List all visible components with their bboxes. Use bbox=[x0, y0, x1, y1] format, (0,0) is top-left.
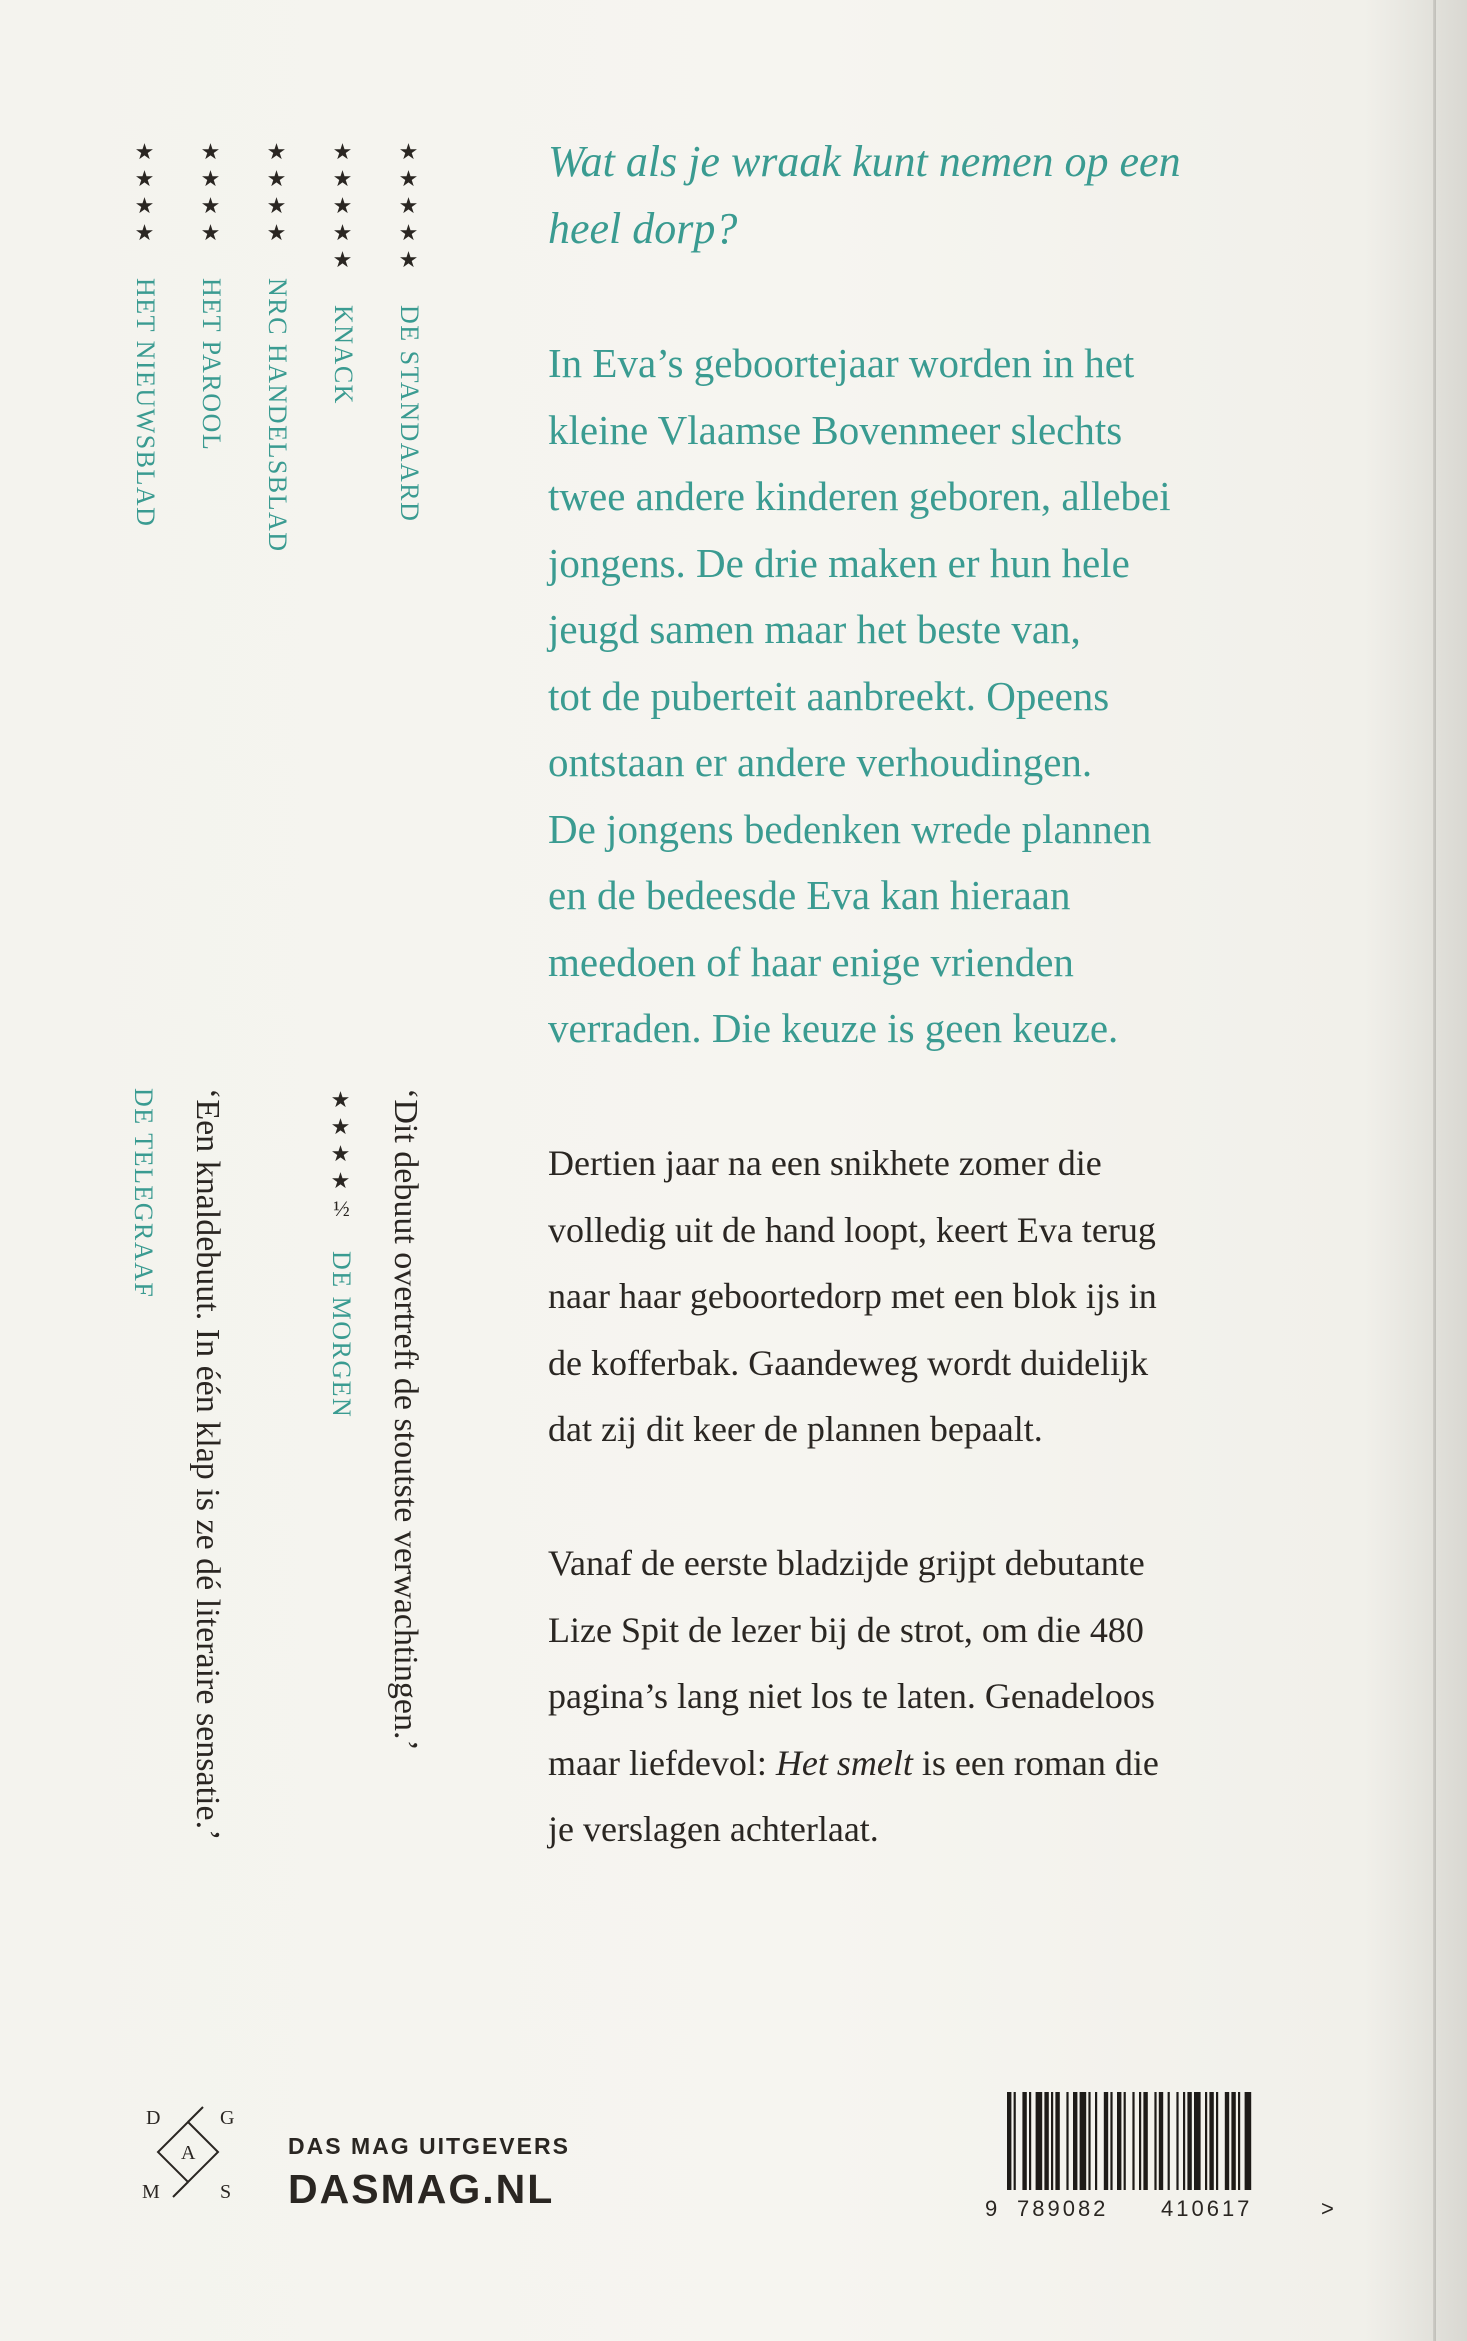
blurb-line: dat zij dit keer de plannen bepaalt. bbox=[548, 1409, 1043, 1449]
book-title: Het smelt bbox=[775, 1742, 913, 1783]
review-source: HET PAROOL bbox=[197, 278, 226, 452]
barcode-bar bbox=[1187, 2092, 1191, 2190]
blurb-line: De jongens bedenken wrede plannen bbox=[548, 805, 1152, 852]
barcode-bar bbox=[1231, 2092, 1235, 2190]
isbn-barcode bbox=[985, 2090, 1345, 2220]
blurb-text: maar liefdevol: bbox=[548, 1742, 776, 1783]
barcode-bar bbox=[1205, 2092, 1207, 2190]
blurb-line: Vanaf de eerste bladzijde grijpt debutante bbox=[548, 1543, 1145, 1583]
review-nrc-handelsblad bbox=[260, 140, 294, 553]
barcode-bar bbox=[1007, 2092, 1011, 2190]
logo-letter: M bbox=[142, 2181, 160, 2203]
rating-stars: ★★★★ bbox=[265, 140, 290, 248]
barcode-bar bbox=[1066, 2092, 1068, 2190]
quote-source: DE MORGEN bbox=[327, 1251, 356, 1419]
blurb-line: Dertien jaar na een snikhete zomer die bbox=[548, 1143, 1102, 1183]
blurb-line: twee andere kinderen geboren, allebei bbox=[548, 473, 1171, 519]
rating-stars: ★★★★★ bbox=[397, 140, 422, 275]
barcode-bar bbox=[1117, 2092, 1121, 2190]
logo-letter: A bbox=[181, 2142, 196, 2164]
tagline-line: heel dorp? bbox=[548, 204, 738, 253]
blurb-paragraph-3 bbox=[548, 1530, 1368, 1863]
blurb-line: kleine Vlaamse Bovenmeer slechts bbox=[548, 406, 1123, 453]
barcode-bar bbox=[1051, 2092, 1053, 2190]
blurb-line: volledig uit de hand loopt, keert Eva terug bbox=[548, 1209, 1156, 1250]
barcode-bar bbox=[1194, 2092, 1201, 2190]
barcode-bar bbox=[1183, 2092, 1185, 2190]
barcode-bar bbox=[1088, 2092, 1090, 2190]
logo-letter: S bbox=[220, 2181, 232, 2203]
review-source: DE STANDAARD bbox=[395, 305, 424, 523]
barcode-bar bbox=[1168, 2092, 1170, 2190]
review-het-nieuwsblad bbox=[128, 140, 162, 527]
barcode-bar bbox=[1036, 2092, 1043, 2190]
barcode-bar bbox=[1143, 2092, 1147, 2190]
logo-letter: D bbox=[146, 2107, 161, 2129]
blurb-line: meedoen of haar enige vrienden bbox=[548, 938, 1074, 985]
blurb-paragraph-1 bbox=[548, 330, 1368, 1062]
quote-source-de-morgen bbox=[326, 1088, 356, 1418]
publisher-logo bbox=[128, 2092, 248, 2212]
barcode-bar bbox=[1238, 2092, 1240, 2190]
blurb-line: tot de puberteit aanbreekt. Opeens bbox=[548, 672, 1110, 719]
barcode-bar bbox=[1159, 2092, 1163, 2190]
blurb-text: is een roman die bbox=[912, 1742, 1159, 1783]
blurb-line: pagina’s lang niet los te laten. Genadeloos bbox=[548, 1676, 1155, 1716]
barcode-bar bbox=[1132, 2092, 1134, 2190]
barcode-quiet-zone-marker: > bbox=[1321, 2196, 1334, 2220]
cover-edge bbox=[1433, 0, 1436, 2341]
barcode-bar bbox=[1110, 2092, 1112, 2190]
blurb-paragraph-2 bbox=[548, 1130, 1368, 1463]
quote-source-de-telegraaf: DE TELEGRAAF bbox=[129, 1088, 158, 1299]
barcode-bar bbox=[1044, 2092, 1048, 2190]
review-het-parool bbox=[194, 140, 228, 451]
barcode-bar bbox=[1245, 2092, 1252, 2190]
barcode-bar bbox=[1095, 2092, 1097, 2190]
logo-letter: G bbox=[220, 2107, 235, 2129]
barcode-bar bbox=[1124, 2092, 1126, 2190]
blurb-line bbox=[548, 1730, 1368, 1797]
blurb-line: Lize Spit de lezer bij de strot, om die 480 bbox=[548, 1609, 1144, 1650]
barcode-bar bbox=[1154, 2092, 1156, 2190]
rating-stars: ★★★★ bbox=[133, 140, 158, 248]
rating-stars: ★★★★ bbox=[199, 140, 224, 248]
publisher-url: DASMAG.NL bbox=[288, 2166, 555, 2212]
blurb-line: verraden. Die keuze is geen keuze. bbox=[548, 1005, 1119, 1051]
blurb-line: naar haar geboortedorp met een blok ijs in bbox=[548, 1276, 1157, 1316]
barcode-bar bbox=[1029, 2092, 1031, 2190]
rating-stars: ★★★★★ bbox=[331, 140, 356, 275]
review-de-standaard bbox=[392, 140, 426, 522]
barcode-bar bbox=[1209, 2092, 1213, 2190]
barcode-bar bbox=[1080, 2092, 1087, 2190]
review-source: NRC HANDELSBLAD bbox=[263, 278, 292, 553]
barcode-digits-right: 410617 bbox=[1161, 2196, 1253, 2220]
barcode-bar bbox=[1014, 2092, 1016, 2190]
blurb-line: de kofferbak. Gaandeweg wordt duidelijk bbox=[548, 1342, 1149, 1383]
tagline-line: Wat als je wraak kunt nemen op een bbox=[548, 137, 1181, 186]
barcode-bar bbox=[1104, 2092, 1108, 2190]
tagline bbox=[548, 128, 1368, 262]
blurb-line: en de bedeesde Eva kan hieraan bbox=[548, 872, 1071, 918]
barcode-bar bbox=[1073, 2092, 1077, 2190]
barcode-bar bbox=[1216, 2092, 1218, 2190]
barcode-digit-first: 9 bbox=[985, 2196, 998, 2220]
blurb-line: je verslagen achterlaat. bbox=[548, 1809, 879, 1849]
blurb-line: ontstaan er andere verhoudingen. bbox=[548, 739, 1093, 785]
publisher-name: DAS MAG UITGEVERS bbox=[288, 2133, 570, 2159]
barcode-digits-left: 789082 bbox=[1017, 2196, 1109, 2220]
quote-de-morgen: ‘Dit debuut overtreft de stoutste verwachtingen.’ bbox=[387, 1088, 424, 1751]
blurb-line: jeugd samen maar het beste van, bbox=[548, 606, 1081, 652]
barcode-bar bbox=[1139, 2092, 1141, 2190]
review-knack bbox=[326, 140, 360, 405]
barcode-bar bbox=[1225, 2092, 1229, 2190]
barcode-bar bbox=[1176, 2092, 1178, 2190]
quote-de-telegraaf: ‘Een knaldebuut. In één klap is ze dé literaire sensatie.’ bbox=[189, 1088, 226, 1841]
barcode-bar bbox=[1055, 2092, 1059, 2190]
blurb-line: In Eva’s geboortejaar worden in het bbox=[548, 340, 1135, 386]
barcode-bar bbox=[1022, 2092, 1026, 2190]
barcode-bars bbox=[1007, 2092, 1251, 2190]
blurb-line: jongens. De drie maken er hun hele bbox=[548, 539, 1130, 586]
review-source: KNACK bbox=[329, 305, 358, 405]
review-source: HET NIEUWSBLAD bbox=[131, 278, 160, 528]
rating-stars: ★★★★½ bbox=[329, 1088, 354, 1223]
